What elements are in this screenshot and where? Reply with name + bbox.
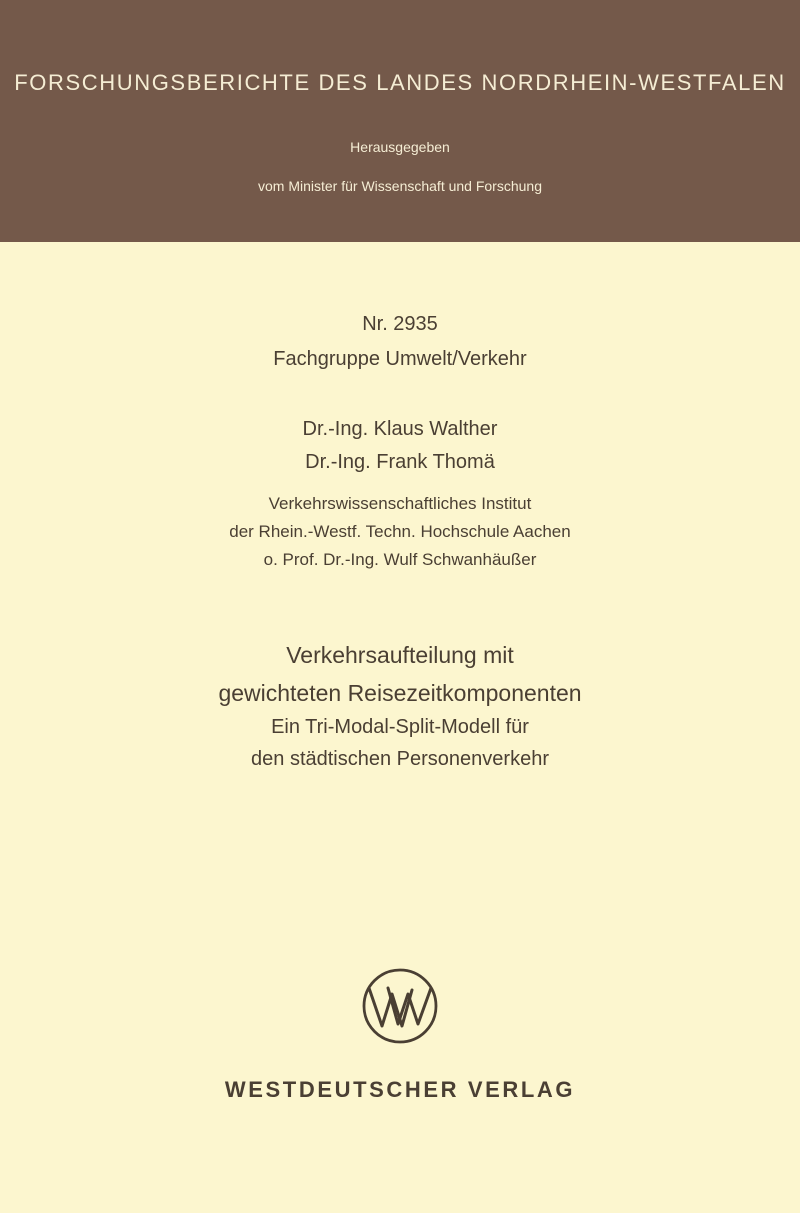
institution-line-3: o. Prof. Dr.-Ing. Wulf Schwanhäußer bbox=[263, 550, 537, 569]
editor-line-2: vom Minister für Wissenschaft und Forschung bbox=[258, 178, 542, 194]
series-title: FORSCHUNGSBERICHTE DES LANDES NORDRHEIN-WESTFALEN bbox=[14, 70, 786, 95]
author-2: Dr.-Ing. Frank Thomä bbox=[305, 451, 495, 473]
westdeutscher-verlag-ww-logo-icon bbox=[360, 966, 440, 1046]
publisher-name: WESTDEUTSCHER VERLAG bbox=[224, 1077, 576, 1102]
subject-group: Fachgruppe Umwelt/Verkehr bbox=[273, 348, 527, 370]
book-title-line-1: Verkehrsaufteilung mit bbox=[286, 642, 514, 668]
subtitle-line-1: Ein Tri-Modal-Split-Modell für bbox=[271, 716, 529, 738]
institution-line-2: der Rhein.-Westf. Techn. Hochschule Aachen bbox=[229, 522, 571, 541]
header-band bbox=[0, 0, 800, 242]
editor-line-1: Herausgegeben bbox=[350, 139, 450, 155]
volume-number: Nr. 2935 bbox=[362, 313, 438, 335]
subtitle-line-2: den städtischen Personenverkehr bbox=[251, 748, 549, 770]
book-title-line-2: gewichteten Reisezeitkomponenten bbox=[218, 680, 582, 706]
institution-line-1: Verkehrswissenschaftliches Institut bbox=[268, 494, 532, 513]
author-1: Dr.-Ing. Klaus Walther bbox=[302, 418, 498, 440]
